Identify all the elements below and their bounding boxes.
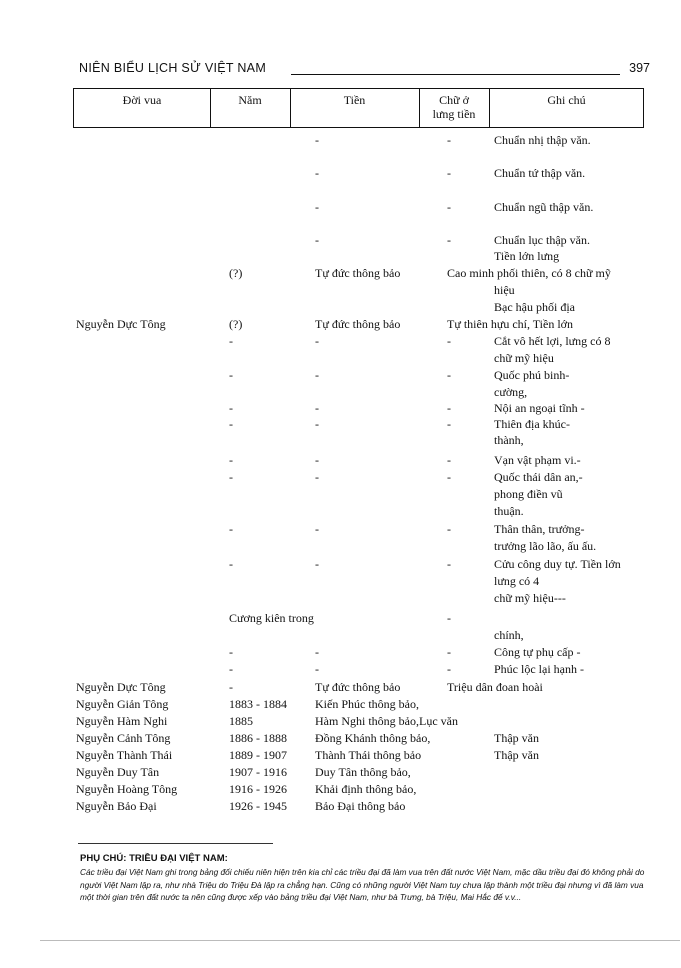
cell-ruler: Nguyễn Cảnh Tông [76, 731, 171, 745]
table-row [0, 384, 681, 401]
cell-coin: - [315, 200, 319, 214]
table-row [0, 764, 681, 781]
cell-year: 1916 - 1926 [229, 782, 287, 796]
cell-note: trưởng lão lão, ấu ấu. [494, 539, 597, 553]
cell-back-inscription: - [447, 645, 451, 659]
table-row [0, 713, 681, 730]
table-row [0, 432, 681, 449]
cell-coin: - [315, 166, 319, 180]
cell-ruler: Nguyễn Hàm Nghi [76, 714, 168, 728]
cell-back-inscription: - [447, 453, 451, 467]
cell-year: 1907 - 1916 [229, 765, 287, 779]
table-row [0, 469, 681, 486]
running-title: NIÊN BIỂU LỊCH SỬ VIỆT NAM [79, 61, 267, 75]
table-row [0, 521, 681, 538]
cell-coin: - [315, 334, 319, 348]
table-row [0, 590, 681, 607]
cell-back-inscription: - [447, 470, 451, 484]
cell-back-inscription: - [447, 233, 451, 247]
cell-year: - [229, 557, 233, 571]
cell-back-inscription: Triệu dân đoan hoài [447, 680, 543, 694]
cell-back-inscription: Tự thiên hựu chí, Tiền lớn [447, 317, 574, 331]
cell-note: thành, [494, 433, 524, 447]
table-row [0, 610, 681, 627]
footnote-title: PHỤ CHÚ: TRIỀU ĐẠI VIỆT NAM: [80, 853, 228, 864]
table-row [0, 316, 681, 333]
cell-note: Chuẩn ngũ thập văn. [494, 200, 594, 214]
cell-ruler: Nguyễn Thành Thái [76, 748, 173, 762]
table-row [0, 798, 681, 815]
cell-back-inscription: - [447, 417, 451, 431]
cell-note: Quốc thái dân an,- [494, 470, 583, 484]
cell-coin: Tự đức thông bảo [315, 317, 401, 331]
cell-coin: - [315, 522, 319, 536]
cell-ruler: Nguyễn Duy Tân [76, 765, 160, 779]
cell-note: Thân thân, trưởng- [494, 522, 585, 536]
cell-note: Phúc lộc lại hạnh - [494, 662, 584, 676]
cell-note: Bạc hậu phối địa [494, 300, 575, 314]
cell-note: Thập văn [494, 731, 539, 745]
cell-back-inscription: - [447, 200, 451, 214]
table-row [0, 132, 681, 149]
column-header-year: Năm [238, 93, 262, 107]
cell-year: (?) [229, 317, 243, 331]
table-row [0, 199, 681, 216]
cell-note: lưng có 4 [494, 574, 540, 588]
table-row [0, 282, 681, 299]
cell-year: - [229, 662, 233, 676]
cell-note: Nội an ngoại tĩnh - [494, 401, 585, 415]
cell-coin: - [315, 368, 319, 382]
column-header-back-inscription: Chữ ở lưng tiền [432, 93, 476, 121]
table-row [0, 333, 681, 350]
cell-note: thuận. [494, 504, 524, 518]
cell-note: chữ mỹ hiệu [494, 351, 554, 365]
cell-note: chính, [494, 628, 524, 642]
cell-coin: - [315, 453, 319, 467]
page-number: 397 [629, 61, 650, 75]
footnote-body: Các triều đại Việt Nam ghi trong bảng đối chiếu niên hiện trên kia chỉ các triều đại đã làm vua trên đất nước Việt Nam, mặc dầu triều đại đó không phải do người Việt Nam lập ra, như nhà Triệu do Triệu Đà lập ra chẳng hạn. Cũng có những người Việt Nam tuy chưa lập thành một triều đại nhưng vì đã làm vua một thời gian trên đất nước ta nên cũng được xếp vào bảng triều đại Việt Nam, như bà Trưng, bà Triệu, Mai Hắc đế v.v... [80, 867, 645, 902]
cell-back-inscription: Cao minh phối thiên, có 8 chữ mỹ [447, 266, 611, 280]
cell-year: 1889 - 1907 [229, 748, 287, 762]
cell-coin: - [315, 401, 319, 415]
cell-year: - [229, 401, 233, 415]
table-row [0, 265, 681, 282]
cell-coin: - [315, 470, 319, 484]
cell-note: Công tự phụ cấp - [494, 645, 581, 659]
table-row [0, 573, 681, 590]
table-row [0, 452, 681, 469]
cell-coin: - [315, 662, 319, 676]
cell-back-inscription: - [447, 401, 451, 415]
column-header-coin: Tiền [343, 93, 366, 107]
cell-note: Cửu công duy tự. Tiền lớn [494, 557, 621, 571]
cell-back-inscription: - [447, 522, 451, 536]
cell-ruler: Nguyễn Bảo Đại [76, 799, 157, 813]
cell-coin: Khải định thông bảo, [315, 782, 417, 796]
table-row [0, 661, 681, 678]
table-row [0, 696, 681, 713]
cell-year: - [229, 680, 233, 694]
footnote-rule [78, 843, 273, 844]
cell-year: 1885 [229, 714, 253, 728]
cell-year: Cương kiên trong [229, 611, 314, 625]
cell-note: cường, [494, 385, 528, 399]
table-row [0, 679, 681, 696]
table-row [0, 232, 681, 249]
cell-note: Chuẩn nhị thập văn. [494, 133, 591, 147]
cell-year: - [229, 417, 233, 431]
cell-year: 1886 - 1888 [229, 731, 287, 745]
table-row [0, 486, 681, 503]
column-header-notes: Ghi chú [547, 93, 586, 107]
footnote [80, 853, 655, 904]
cell-back-inscription: - [447, 557, 451, 571]
cell-coin: Tự đức thông bảo [315, 266, 401, 280]
table-row [0, 644, 681, 661]
cell-note: Quốc phú binh- [494, 368, 570, 382]
table-row [0, 248, 681, 265]
cell-coin: Đồng Khánh thông bảo, [315, 731, 431, 745]
bottom-rule [40, 940, 680, 941]
cell-note: Chuẩn tứ thập văn. [494, 166, 586, 180]
cell-coin: Kiến Phúc thông bảo, [315, 697, 419, 711]
cell-back-inscription: - [447, 368, 451, 382]
cell-note: Cắt vô hết lợi, lưng có 8 [494, 334, 611, 348]
table-row [0, 556, 681, 573]
table-row [0, 747, 681, 764]
cell-year: (?) [229, 266, 243, 280]
cell-back-inscription: - [447, 166, 451, 180]
cell-back-inscription: - [447, 611, 451, 625]
cell-coin: - [315, 417, 319, 431]
table-row [0, 503, 681, 520]
table-row [0, 400, 681, 417]
cell-coin: - [315, 233, 319, 247]
table-row [0, 367, 681, 384]
cell-year: 1926 - 1945 [229, 799, 287, 813]
header-rule [291, 74, 620, 75]
cell-note: chữ mỹ hiệu--- [494, 591, 566, 605]
cell-coin: Bảo Đại thông bảo [315, 799, 406, 813]
table-row [0, 627, 681, 644]
table-row [0, 730, 681, 747]
cell-coin: - [315, 645, 319, 659]
column-header-ruler: Đời vua [122, 93, 162, 107]
table-row [0, 299, 681, 316]
cell-coin: - [315, 557, 319, 571]
cell-note: Vạn vật phạm vi.- [494, 453, 581, 467]
cell-coin: - [315, 133, 319, 147]
table-header [73, 88, 644, 128]
cell-year: 1883 - 1884 [229, 697, 287, 711]
cell-coin: Thành Thái thông bảo [315, 748, 422, 762]
table-row [0, 538, 681, 555]
cell-back-inscription: - [447, 334, 451, 348]
cell-back-inscription: - [447, 662, 451, 676]
cell-coin: Duy Tân thông bảo, [315, 765, 411, 779]
cell-coin: Tự đức thông bảo [315, 680, 401, 694]
page-header [79, 60, 650, 80]
cell-ruler: Nguyễn Dực Tông [76, 317, 166, 331]
cell-back-inscription: - [447, 133, 451, 147]
cell-note: hiệu [494, 283, 515, 297]
table-row [0, 781, 681, 798]
cell-year: - [229, 334, 233, 348]
cell-year: - [229, 368, 233, 382]
cell-note: Chuẩn lục thập văn. [494, 233, 590, 247]
table-row [0, 350, 681, 367]
cell-coin: Hàm Nghi thông bảo,Lục văn [315, 714, 458, 728]
cell-ruler: Nguyễn Hoàng Tông [76, 782, 178, 796]
cell-note: Tiền lớn lưng [494, 249, 560, 263]
cell-year: - [229, 522, 233, 536]
table-row [0, 165, 681, 182]
cell-note: Thiên địa khúc- [494, 417, 570, 431]
cell-note: Thập văn [494, 748, 539, 762]
cell-ruler: Nguyễn Dực Tông [76, 680, 166, 694]
cell-note: phong điền vũ [494, 487, 563, 501]
cell-year: - [229, 645, 233, 659]
cell-ruler: Nguyễn Giản Tông [76, 697, 169, 711]
cell-year: - [229, 470, 233, 484]
table-row [0, 416, 681, 433]
cell-year: - [229, 453, 233, 467]
